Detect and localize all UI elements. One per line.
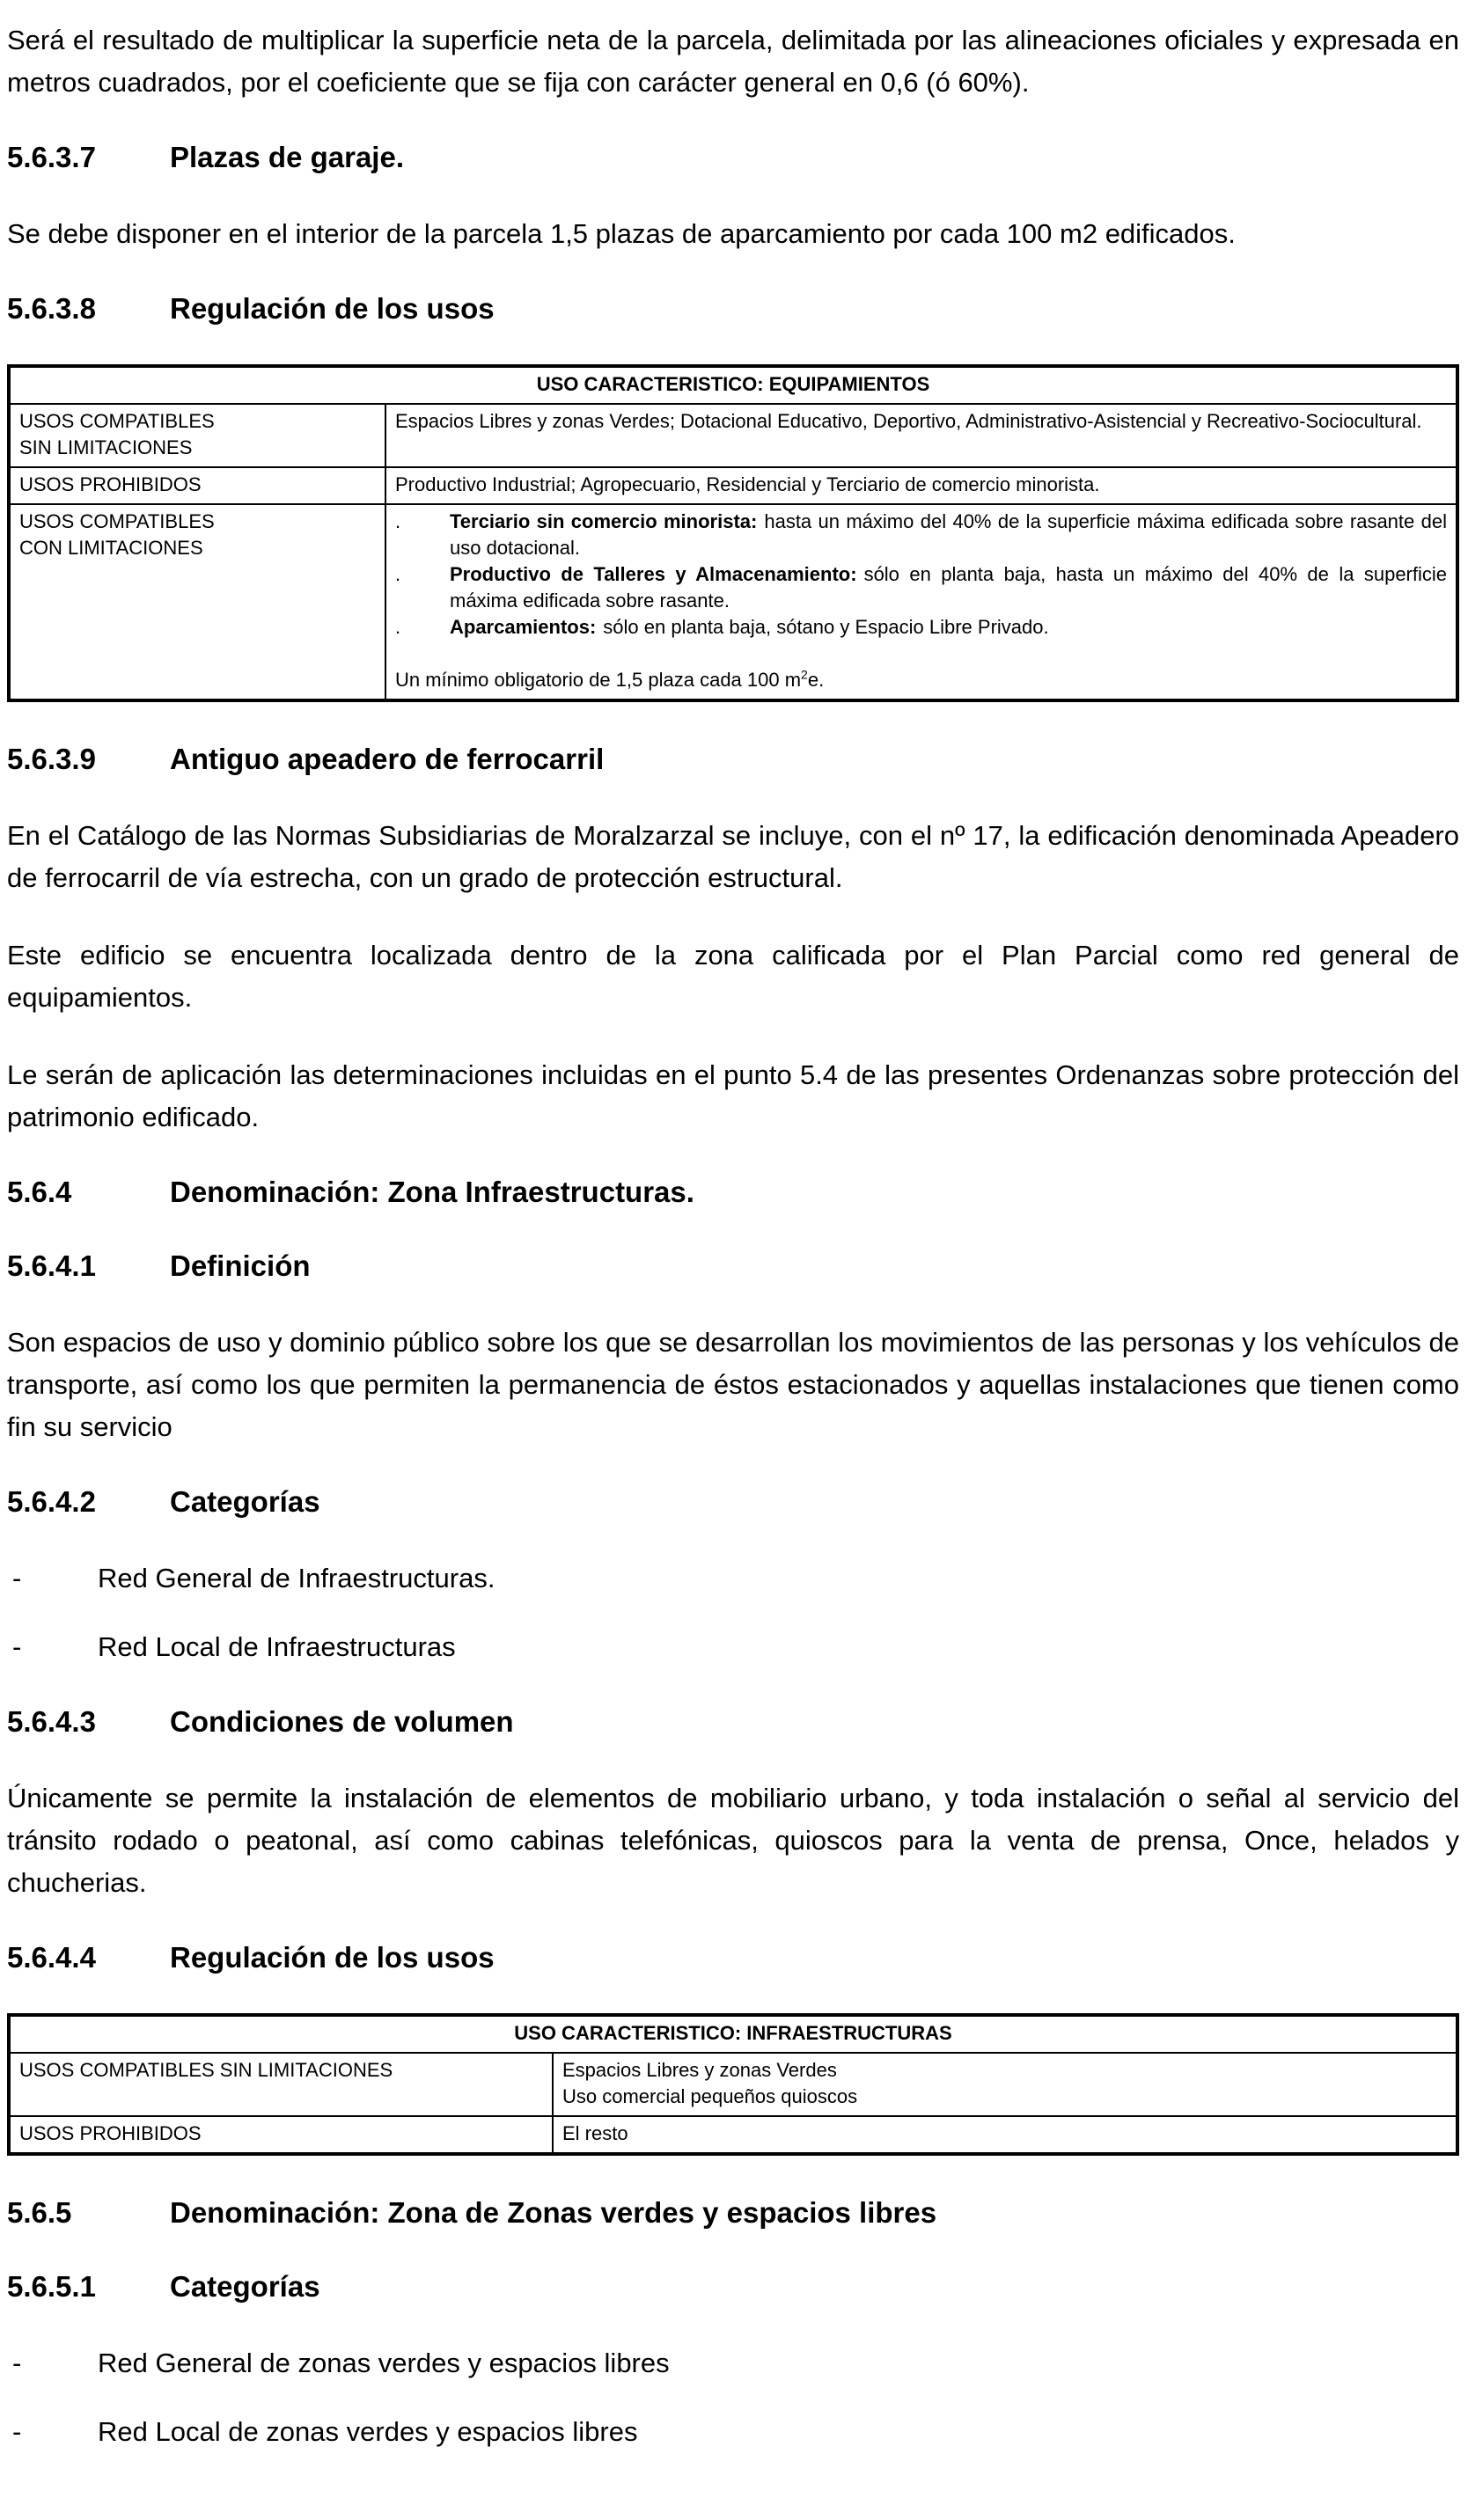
- bullet-term: Terciario sin comercio minorista:: [450, 510, 758, 532]
- heading-number: 5.6.4.4: [7, 1941, 96, 1974]
- row-value-line: Espacios Libres y zonas Verdes: [562, 2059, 837, 2081]
- heading-number: 5.6.5: [7, 2196, 72, 2229]
- heading-number: 5.6.4.2: [7, 1485, 96, 1518]
- list-item: [7, 2411, 1459, 2453]
- heading-5-6-4: [7, 1174, 1459, 1211]
- list-item-marker: -: [12, 1563, 22, 1593]
- list-categorias-infraestructuras: [7, 1557, 1459, 1668]
- paragraph-volumen: Únicamente se permite la instalación de elementos de mobiliario urbano, y toda instalación o señal al servicio del tránsito rodado o peatonal, así como cabinas telefónicas, quioscos para la venta de prensa, Once, helados y chucherias.: [7, 1783, 1459, 1898]
- row-label-cell: USOS PROHIBIDOS: [9, 467, 385, 504]
- row-label-cell: [9, 504, 385, 700]
- heading-5-6-3-8: [7, 290, 1459, 327]
- heading-title: Categorías: [170, 2270, 320, 2303]
- heading-5-6-3-9: [7, 741, 1459, 778]
- heading-number: 5.6.4.3: [7, 1705, 96, 1738]
- heading-5-6-3-7: [7, 139, 1459, 176]
- heading-title: Denominación: Zona Infraestructuras.: [170, 1176, 694, 1208]
- bullet-text: hasta un máximo del 40% de la superficie máxima edificada sobre rasante del uso dotacional.: [450, 510, 1447, 559]
- list-item-marker: -: [12, 1631, 22, 1662]
- heading-title: Antiguo apeadero de ferrocarril: [170, 743, 605, 775]
- row-label-cell: USOS COMPATIBLES SIN LIMITACIONES: [9, 2053, 553, 2116]
- list-categorias-verdes: [7, 2342, 1459, 2453]
- heading-number: 5.6.3.9: [7, 743, 96, 775]
- table-note-minimo: [395, 667, 1447, 693]
- bullet-aparcamientos: [395, 614, 1447, 641]
- heading-title: Categorías: [170, 1485, 320, 1518]
- bullet-marker: .: [395, 510, 401, 532]
- paragraph-plazas-garaje: Se debe disponer en el interior de la parcela 1,5 plazas de aparcamiento por cada 100 m2 edificados.: [7, 218, 1236, 249]
- heading-number: 5.6.5.1: [7, 2270, 96, 2303]
- note-text: e.: [807, 669, 825, 691]
- bullet-productivo: [395, 561, 1447, 614]
- table-row-compatibles-sin: [9, 404, 1457, 467]
- paragraph-catalogo: En el Catálogo de las Normas Subsidiarias de Moralzarzal se incluye, con el nº 17, la edificación denominada Apeadero de ferrocarril de vía estrecha, con un grado de protección estructural.: [7, 820, 1459, 893]
- table-row-prohibidos: [9, 2116, 1457, 2154]
- bullet-marker: .: [395, 616, 401, 638]
- table-row-compatibles-sin: [9, 2053, 1457, 2116]
- table-uso-equipamientos: [7, 364, 1459, 702]
- bullet-marker: .: [395, 563, 401, 585]
- table-uso-infraestructuras: [7, 2013, 1459, 2156]
- heading-title: Regulación de los usos: [170, 1941, 495, 1974]
- list-item-text: Red General de Infraestructuras.: [98, 1563, 495, 1593]
- list-item-marker: -: [12, 2348, 22, 2378]
- paragraph-localizacion: Este edificio se encuentra localizada dentro de la zona calificada por el Plan Parcial como red general de equipamientos.: [7, 940, 1459, 1013]
- table-title: USO CARACTERISTICO: INFRAESTRUCTURAS: [9, 2015, 1457, 2053]
- heading-5-6-5: [7, 2194, 1459, 2231]
- note-superscript: 2: [801, 667, 808, 682]
- bullet-term: Aparcamientos:: [450, 616, 597, 638]
- list-item: [7, 1557, 1459, 1600]
- bullet-body: [450, 561, 1447, 614]
- list-item: [7, 2342, 1459, 2384]
- bullet-text: sólo en planta baja, sótano y Espacio Libre Privado.: [603, 616, 1049, 638]
- table-row-compatibles-con: [9, 504, 1457, 700]
- paragraph-aplicacion: Le serán de aplicación las determinaciones incluidas en el punto 5.4 de las presentes Ordenanzas sobre protección del patrimonio edificado.: [7, 1059, 1459, 1132]
- row-label-line: SIN LIMITACIONES: [19, 436, 193, 458]
- row-value-cell: Espacios Libres y zonas Verdes; Dotacional Educativo, Deportivo, Administrativo-Asistencial y Recreativo-Sociocultural.: [385, 404, 1457, 467]
- bullet-term: Productivo de Talleres y Almacenamiento:: [450, 563, 857, 585]
- heading-5-6-5-1: [7, 2268, 1459, 2305]
- paragraph-definicion: Son espacios de uso y dominio público sobre los que se desarrollan los movimientos de las personas y los vehículos de transporte, así como los que permiten la permanencia de éstos estacionados y aquellas instalaciones que tienen como fin su servicio: [7, 1327, 1459, 1442]
- row-label-cell: [9, 404, 385, 467]
- heading-5-6-4-4: [7, 1939, 1459, 1976]
- list-item-text: Red Local de Infraestructuras: [98, 1631, 456, 1662]
- row-label-line: CON LIMITACIONES: [19, 537, 203, 559]
- heading-number: 5.6.3.8: [7, 292, 96, 325]
- list-item-text: Red Local de zonas verdes y espacios libres: [98, 2416, 638, 2447]
- row-label-cell: USOS PROHIBIDOS: [9, 2116, 553, 2154]
- list-item-text: Red General de zonas verdes y espacios libres: [98, 2348, 670, 2378]
- row-value-cell: Productivo Industrial; Agropecuario, Residencial y Terciario de comercio minorista.: [385, 467, 1457, 504]
- row-value-cell: [385, 504, 1457, 700]
- list-item: [7, 1626, 1459, 1668]
- table-row-header: [9, 366, 1457, 404]
- heading-title: Definición: [170, 1249, 311, 1282]
- heading-title: Denominación: Zona de Zonas verdes y espacios libres: [170, 2196, 937, 2229]
- heading-5-6-4-3: [7, 1703, 1459, 1740]
- paragraph-edificabilidad: Será el resultado de multiplicar la superficie neta de la parcela, delimitada por las alineaciones oficiales y expresada en metros cuadrados, por el coeficiente que se fija con carácter general en 0,6 (ó 60%).: [7, 25, 1459, 98]
- bullet-body: [450, 509, 1447, 561]
- table-row-prohibidos: [9, 467, 1457, 504]
- row-value-cell: [553, 2053, 1457, 2116]
- bullet-body: [450, 614, 1447, 641]
- heading-number: 5.6.4.1: [7, 1249, 96, 1282]
- row-value-line: Uso comercial pequeños quioscos: [562, 2085, 858, 2107]
- heading-title: Regulación de los usos: [170, 292, 495, 325]
- table-title: USO CARACTERISTICO: EQUIPAMIENTOS: [9, 366, 1457, 404]
- heading-title: Plazas de garaje.: [170, 141, 404, 173]
- row-label-line: USOS COMPATIBLES: [19, 410, 215, 432]
- note-text: Un mínimo obligatorio de 1,5 plaza cada 100 m: [395, 669, 802, 691]
- heading-number: 5.6.4: [7, 1176, 72, 1208]
- heading-title: Condiciones de volumen: [170, 1705, 514, 1738]
- list-item-marker: -: [12, 2416, 22, 2447]
- bullet-text: sólo en planta baja, hasta un máximo del 40% de la superficie máxima edificada sobre rasante.: [450, 563, 1448, 612]
- row-value-cell: El resto: [553, 2116, 1457, 2154]
- row-label-line: USOS COMPATIBLES: [19, 510, 215, 532]
- bullet-terciario: [395, 509, 1447, 561]
- heading-5-6-4-1: [7, 1248, 1459, 1285]
- heading-5-6-4-2: [7, 1483, 1459, 1520]
- heading-number: 5.6.3.7: [7, 141, 96, 173]
- table-row-header: [9, 2015, 1457, 2053]
